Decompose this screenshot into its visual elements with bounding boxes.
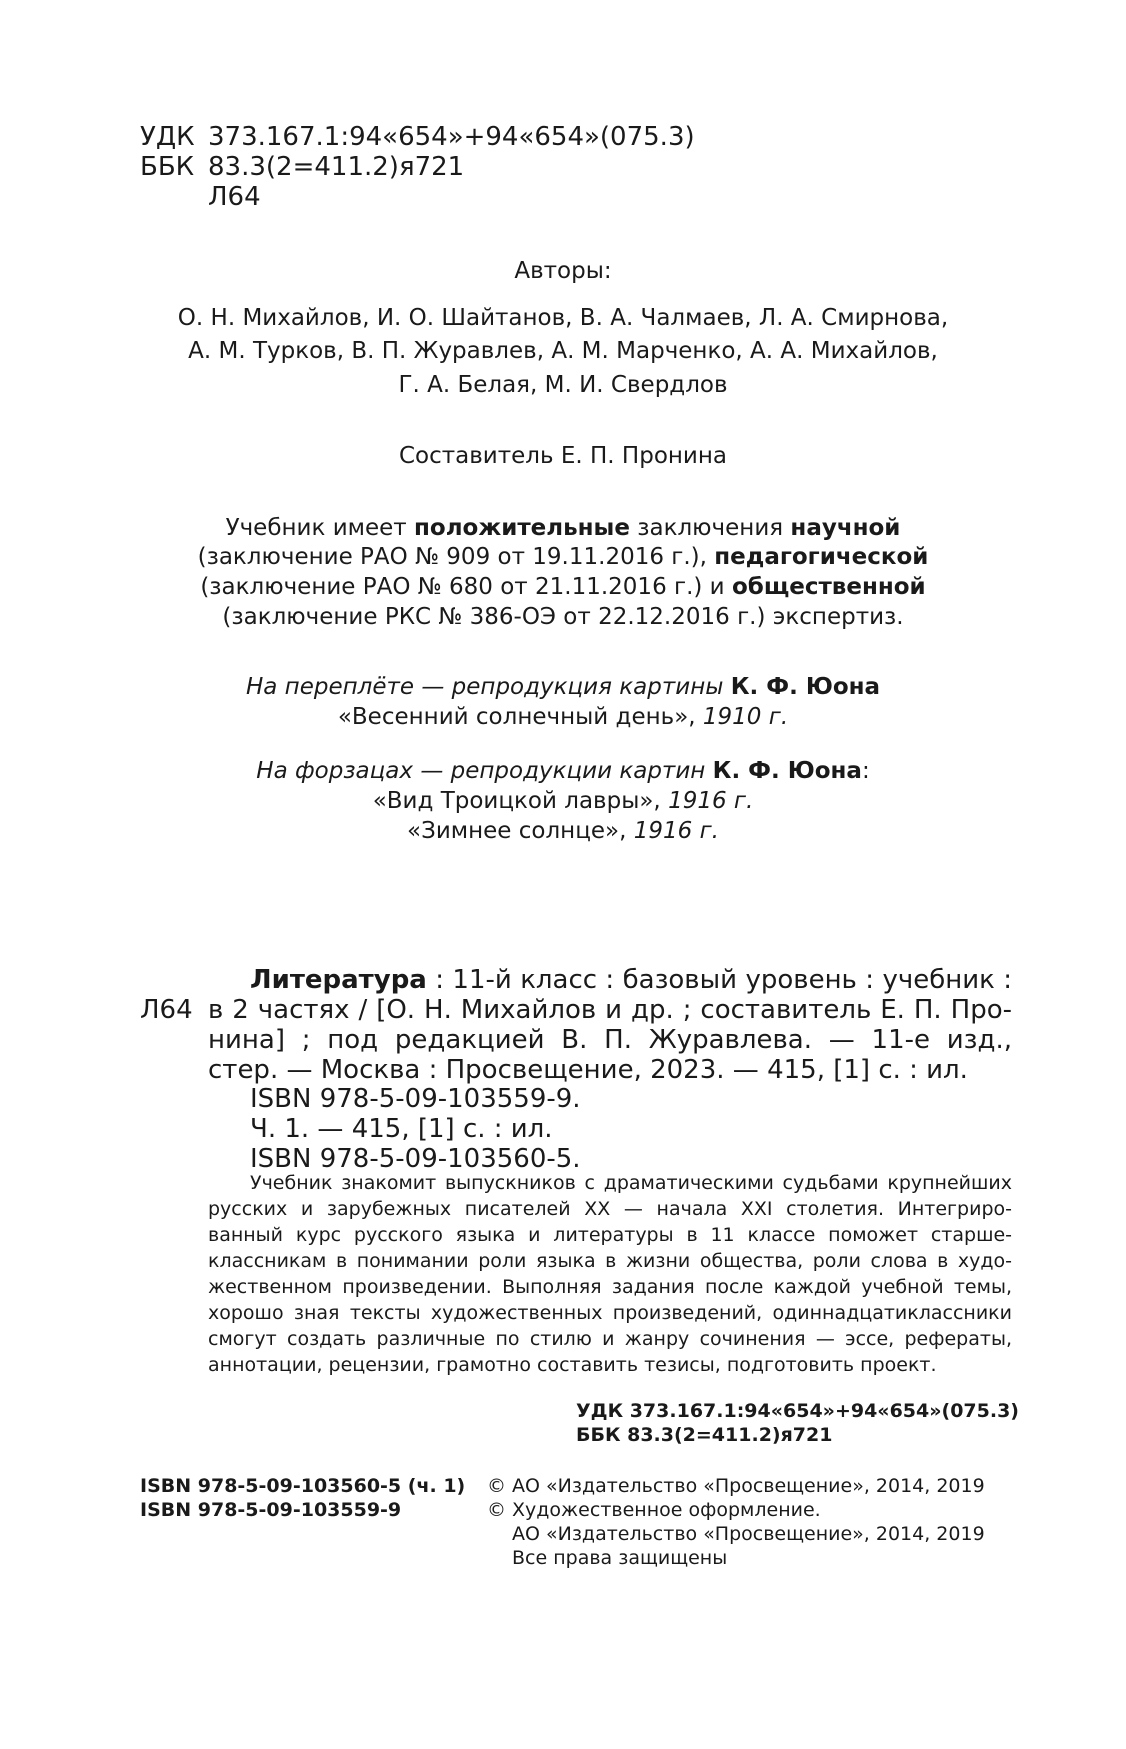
annotation-line-1: Учебник знакомит выпускников с драматическими судьбами крупнейших <box>250 1172 1012 1194</box>
expertise-line-3: (заключение РАО № 680 от 21.11.2016 г.) и общественной <box>200 574 926 600</box>
copyright-line-2: © Художественное оформление. <box>487 1499 821 1521</box>
annotation-line-4: классникам в понимании роли языка в жизни общества, роли слова в худо- <box>208 1250 1012 1272</box>
cover-line-2: «Весенний солнечный день», 1910 г. <box>337 704 789 730</box>
isbn-part-1: ISBN 978-5-09-103560-5 (ч. 1) <box>140 1475 466 1497</box>
authors-line-2: А. М. Турков, В. П. Журавлев, А. М. Марченко, А. А. Михайлов, <box>188 338 938 364</box>
biblio-part: Ч. 1. — 415, [1] с. : ил. <box>250 1114 553 1144</box>
author-mark-top: Л64 <box>208 182 261 212</box>
authors-line-1: О. Н. Михайлов, И. О. Шайтанов, В. А. Чалмаев, Л. А. Смирнова, <box>177 305 949 331</box>
endpapers-line-3: «Зимнее солнце», 1916 г. <box>407 818 719 844</box>
annotation-line-6: хорошо зная тексты художественных произведений, одиннадцатиклассники <box>208 1302 1012 1324</box>
expertise-line-4: (заключение РКС № 386-ОЭ от 22.12.2016 г.) экспертиз. <box>222 604 904 630</box>
annotation-line-7: смогут создать различные по стилю и жанру сочинения — эссе, рефераты, <box>208 1328 1012 1350</box>
copyright-line-1: © АО «Издательство «Просвещение», 2014, 2019 <box>487 1475 985 1497</box>
isbn-full-set: ISBN 978-5-09-103559-9 <box>140 1499 402 1521</box>
biblio-author-mark: Л64 <box>140 995 193 1025</box>
biblio-line-3: нина] ; под редакцией В. П. Журавлева. — 11-е изд., <box>208 1025 1012 1055</box>
biblio-line-2: в 2 частях / [О. Н. Михайлов и др. ; составитель Е. П. Про- <box>208 995 1012 1025</box>
biblio-isbn-full: ISBN 978-5-09-103559-9. <box>250 1084 581 1114</box>
bbk-top-label: ББК <box>140 152 195 182</box>
cover-line-1: На переплёте — репродукция картины К. Ф. Юона <box>245 674 881 700</box>
authors-line-3: Г. А. Белая, М. И. Свердлов <box>398 372 728 398</box>
annotation-line-2: русских и зарубежных писателей XX — начала XXI столетия. Интегриро- <box>208 1198 1012 1220</box>
expertise-line-1: Учебник имеет положительные заключения научной <box>225 515 901 541</box>
bbk-bottom: ББК 83.3(2=411.2)я721 <box>576 1424 833 1446</box>
annotation-line-3: ванный курс русского языка и литературы в 11 классе поможет старше- <box>208 1224 1012 1246</box>
udk-bottom: УДК 373.167.1:94«654»+94«654»(075.3) <box>576 1400 1019 1422</box>
copyright-line-3: АО «Издательство «Просвещение», 2014, 2019 <box>512 1523 985 1545</box>
annotation-line-5: жественном произведении. Выполняя задания после каждой учебной темы, <box>208 1276 1012 1298</box>
udk-top-value: 373.167.1:94«654»+94«654»(075.3) <box>208 122 695 152</box>
biblio-isbn-part: ISBN 978-5-09-103560-5. <box>250 1144 581 1174</box>
udk-top-label: УДК <box>140 122 195 152</box>
biblio-line-1: Литература : 11-й класс : базовый уровень : учебник : <box>250 965 1012 995</box>
endpapers-line-1: На форзацах — репродукции картин К. Ф. Юона: <box>256 758 870 784</box>
copyright-line-4: Все права защищены <box>512 1547 728 1569</box>
endpapers-line-2: «Вид Троицкой лавры», 1916 г. <box>372 788 754 814</box>
authors-heading: Авторы: <box>514 258 612 284</box>
annotation-line-8: аннотации, рецензии, грамотно составить тезисы, подготовить проект. <box>208 1354 937 1376</box>
compiler-line: Составитель Е. П. Пронина <box>398 443 728 469</box>
expertise-line-2: (заключение РАО № 909 от 19.11.2016 г.), педагогической <box>197 544 929 570</box>
biblio-line-4: стер. — Москва : Просвещение, 2023. — 415, [1] с. : ил. <box>208 1055 968 1085</box>
bbk-top-value: 83.3(2=411.2)я721 <box>208 152 465 182</box>
